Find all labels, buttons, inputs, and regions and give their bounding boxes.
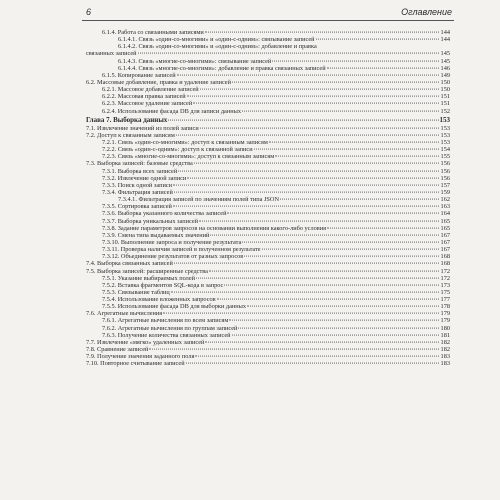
toc-entry (86, 325, 450, 332)
toc-entry-title: 7.3.4.1. Фильтрация записей по значениям полей типа JSON (118, 196, 279, 204)
toc-entry (86, 58, 450, 65)
toc-entry-page: 162 (440, 196, 450, 204)
toc-entry-title: 7.2.3. Связь «многие-со-многими»: доступ к связанным записям (102, 153, 275, 161)
toc-entry (86, 232, 450, 239)
toc-entry-page: 168 (440, 253, 450, 261)
toc-entry (86, 275, 450, 282)
dot-leader (173, 184, 439, 185)
toc-entry-page: 150 (440, 86, 450, 94)
toc-entry-title: 7.3.8. Задание параметров запросов на основании выполнения какого-либо условия (102, 224, 326, 232)
toc-entry-title: 7.3.4. Фильтрация записей (102, 188, 173, 196)
toc-entry (86, 282, 450, 289)
toc-entry-title: 7.5.5. Использование фасада DB для выборки данных (102, 303, 247, 311)
toc-entry (86, 108, 450, 115)
dot-leader (232, 82, 439, 83)
toc-entry-title: 6.1.5. Копирование записей (102, 71, 176, 79)
toc-entry-title: 7.2. Доступ к связанным записям (86, 131, 175, 139)
toc-entry (86, 210, 450, 217)
toc-entry-title: 7.3. Выборка записей: базовые средства (86, 160, 193, 168)
toc-entry-page: 156 (440, 167, 450, 175)
toc-entry (86, 50, 450, 57)
toc-entry-page: 153 (440, 138, 450, 146)
toc-entry-title: 7.2.2. Связь «один-с-одним»: доступ к связанной записи (102, 146, 253, 154)
dot-leader (199, 220, 439, 221)
toc-entry (86, 132, 450, 139)
dot-leader (187, 177, 439, 178)
toc-entry-page: 175 (440, 288, 450, 296)
toc-entry (86, 332, 450, 339)
toc-entry (86, 203, 450, 210)
toc-entry (86, 296, 450, 303)
toc-entry-title: 6.2.2. Массовая правка записей (102, 93, 186, 101)
dot-leader (178, 170, 439, 171)
toc-entry (86, 100, 450, 107)
toc-entry-page: 157 (440, 181, 450, 189)
dot-leader (200, 127, 439, 128)
toc-entry-page: 146 (440, 64, 450, 72)
toc-entry-page: 182 (440, 338, 450, 346)
toc-entry-title: 7.5.4. Использование вложенных запросов (102, 296, 216, 304)
toc-entry-title: 7.3.3. Поиск одной записи (102, 181, 172, 189)
toc-entry-page: 156 (440, 174, 450, 182)
toc-entry (86, 268, 450, 275)
toc-entry-page: 167 (440, 231, 450, 239)
page-number: 6 (86, 7, 92, 17)
dot-leader (163, 313, 439, 314)
toc-entry-page: 173 (440, 281, 450, 289)
dot-leader (242, 110, 439, 111)
toc-entry-page: 167 (440, 238, 450, 246)
toc-entry (86, 153, 450, 160)
toc-entry (86, 79, 450, 86)
toc-entry-title: связанных записей (86, 50, 137, 58)
toc-entry (86, 289, 450, 296)
toc-entry-title: 6.1.4.3. Связь «многие-со-многими»: связывание записей (118, 57, 272, 65)
toc-entry (86, 189, 450, 196)
dot-leader (280, 199, 439, 200)
toc-entry (86, 139, 450, 146)
toc-entry-page: 177 (440, 296, 450, 304)
dot-leader (227, 213, 439, 214)
toc-entry-title: 7.8. Сравнение записей (86, 346, 149, 354)
dot-leader (242, 242, 439, 243)
toc-entry (86, 239, 450, 246)
dot-leader (238, 327, 439, 328)
toc-entry (86, 260, 450, 267)
dot-leader (194, 163, 439, 164)
toc-entry-page: 153 (440, 124, 450, 132)
toc-entry (86, 160, 450, 167)
toc-entry-page: 183 (440, 360, 450, 368)
dot-leader (173, 206, 439, 207)
dot-leader (229, 320, 439, 321)
dot-leader (177, 74, 439, 75)
toc-entry-title: 7.3.7. Выборка уникальных записей (102, 217, 199, 225)
toc-entry-title: 6.2.1. Массовое добавление записей (102, 86, 199, 94)
toc-entry-page: 155 (440, 153, 450, 161)
toc-entry-page: 153 (440, 131, 450, 139)
dot-leader (168, 119, 438, 120)
dot-leader (195, 356, 439, 357)
toc-entry-title: 7.3.10. Выполнение запроса и получение результата (102, 238, 242, 246)
toc-entry-title: 7.6.1. Агрегатные вычисления по всем записям (102, 317, 229, 325)
toc-entry-page: 179 (440, 310, 450, 318)
dot-leader (196, 277, 439, 278)
toc-entry-page: 172 (440, 267, 450, 275)
toc-entry-title: 6.2.3. Массовое удаление записей (102, 100, 193, 108)
toc-chapter-entry (86, 116, 450, 125)
toc-entry (86, 29, 450, 36)
dot-leader (174, 263, 439, 264)
toc-entry (86, 360, 450, 367)
toc-entry-page: 156 (440, 160, 450, 168)
toc-entry-page: 181 (440, 331, 450, 339)
dot-leader (247, 306, 439, 307)
toc-entry-title: 7.6. Агрегатные вычисления (86, 310, 163, 318)
toc-entry-title: 7.3.9. Смена типа выдаваемых значений (102, 231, 210, 239)
running-header (82, 6, 454, 21)
toc-entry-title: 7.6.3. Получение количества связанных записей (102, 331, 231, 339)
toc-entry (86, 253, 450, 260)
toc-entry-page: 144 (440, 29, 450, 36)
toc-entry-page: 159 (440, 188, 450, 196)
toc-entry-page: 144 (440, 36, 450, 44)
toc-entry (86, 36, 450, 43)
dot-leader (186, 363, 439, 364)
toc-entry-title: 7.3.11. Проверка наличия записей в полученном результате (102, 246, 261, 254)
toc-entry (86, 339, 450, 346)
toc-entry-title: 7.6.2. Агрегатные вычисления по группам записей (102, 324, 238, 332)
toc-entry-title: 7.7. Извлечение «мягко» удаленных записей (86, 338, 205, 346)
dot-leader (327, 227, 439, 228)
dot-leader (176, 134, 439, 135)
toc-entry-title: 7.5. Выборка записей: расширенные средства (86, 267, 208, 275)
toc-entry-title: 6.2.4. Использование фасада DB для записи данных (102, 107, 241, 115)
toc-entry (86, 246, 450, 253)
dot-leader (171, 292, 439, 293)
dot-leader (262, 249, 439, 250)
toc-entry-title: 7.4. Выборка связанных записей (86, 260, 173, 268)
toc-entry (86, 310, 450, 317)
dot-leader (217, 299, 439, 300)
toc-entry-title: 7.9. Получение значения заданного поля (86, 353, 195, 361)
toc-entry-title: 7.1. Извлечение значений из полей записи (86, 124, 199, 132)
toc-entry-page: 179 (440, 317, 450, 325)
dot-leader (209, 270, 439, 271)
dot-leader (316, 39, 439, 40)
toc-entry (86, 72, 450, 79)
dot-leader (327, 67, 439, 68)
toc-entry-page: 151 (440, 93, 450, 101)
toc-entry-page: 183 (440, 353, 450, 361)
toc-entry-title: 7.10. Повторное считывание записей (86, 360, 185, 368)
dot-leader (193, 103, 439, 104)
toc-entry-title: 7.3.1. Выборка всех записей (102, 167, 178, 175)
dot-leader (187, 96, 439, 97)
toc-entry (86, 93, 450, 100)
dot-leader (254, 149, 439, 150)
toc-entry-title: 6.1.4. Работа со связанными записями (102, 29, 204, 36)
dot-leader (205, 32, 439, 33)
toc-entry-page: 172 (440, 274, 450, 282)
toc-entry-page: 151 (440, 100, 450, 108)
toc-entry-page: 153 (439, 115, 450, 124)
toc-entry-title: 7.3.5. Сортировка записей (102, 203, 172, 211)
dot-leader (210, 234, 439, 235)
toc-entry-title: Глава 7. Выборка данных (86, 115, 168, 124)
toc-entry-page: 167 (440, 246, 450, 254)
toc-entry (86, 43, 450, 50)
dot-leader (244, 256, 439, 257)
toc-entry-page: 165 (440, 224, 450, 232)
toc-entry (86, 175, 450, 182)
dot-leader (275, 156, 439, 157)
dot-leader (272, 60, 439, 61)
toc-entry (86, 346, 450, 353)
toc-entry-title: 7.3.2. Извлечение одной записи (102, 174, 187, 182)
toc-entry-page: 149 (440, 71, 450, 79)
toc-entry-page: 178 (440, 303, 450, 311)
toc-entry (86, 182, 450, 189)
toc-entry (86, 317, 450, 324)
toc-entry-title: 7.2.1. Связь «один-со-многими»: доступ к связанным записям (102, 138, 268, 146)
toc-entry-page: 168 (440, 260, 450, 268)
dot-leader (200, 89, 439, 90)
dot-leader (232, 334, 440, 335)
toc-entry-page: 180 (440, 324, 450, 332)
toc-entry (86, 65, 450, 72)
toc-entry (86, 125, 450, 132)
toc-entry (86, 225, 450, 232)
dot-leader (138, 53, 439, 54)
toc-entry-title: 6.1.4.1. Связь «один-со-многими» и «один-с-одним»: связывание записей (118, 36, 315, 44)
toc-entry-title: 7.5.1. Указание выбираемых полей (102, 274, 195, 282)
toc-entry (86, 168, 450, 175)
toc-entry-page: 165 (440, 217, 450, 225)
toc-entry-title: 6.2. Массовые добавление, правка и удаление записей (86, 78, 231, 86)
toc-entry-page: 154 (440, 146, 450, 154)
running-title: Оглавление (401, 7, 452, 17)
dot-leader (269, 142, 439, 143)
toc-entry (86, 303, 450, 310)
toc-entry (86, 86, 450, 93)
toc-entry (86, 196, 450, 203)
dot-leader (224, 284, 439, 285)
toc-entry-title: 7.3.6. Выборка указанного количества записей (102, 210, 227, 218)
toc-entry-title: 7.5.2. Вставка фрагментов SQL-кода в запрос (102, 281, 224, 289)
toc-entry-page: 163 (440, 203, 450, 211)
toc-entry (86, 353, 450, 360)
toc-entry (86, 218, 450, 225)
toc-entry-page: 150 (440, 78, 450, 86)
dot-leader (205, 342, 439, 343)
toc-entry-title: 6.1.4.4. Связь «многие-со-многими»: добавление и правка связанных записей (118, 64, 326, 72)
toc-entry-page: 145 (440, 50, 450, 58)
toc-entry-page: 182 (440, 346, 450, 354)
toc-entry-page: 152 (440, 107, 450, 115)
toc-entry-title: 7.3.12. Объединение результатов от разных запросов (102, 253, 244, 261)
dot-leader (149, 349, 439, 350)
dot-leader (174, 192, 439, 193)
table-of-contents (86, 29, 450, 367)
toc-entry-page: 164 (440, 210, 450, 218)
toc-entry-page: 145 (440, 57, 450, 65)
toc-entry (86, 146, 450, 153)
toc-entry-title: 6.1.4.2. Связь «один-со-многими» и «один-с-одним»: добавление и правка (118, 43, 317, 51)
toc-entry-title: 7.5.3. Связывание таблиц (102, 288, 170, 296)
